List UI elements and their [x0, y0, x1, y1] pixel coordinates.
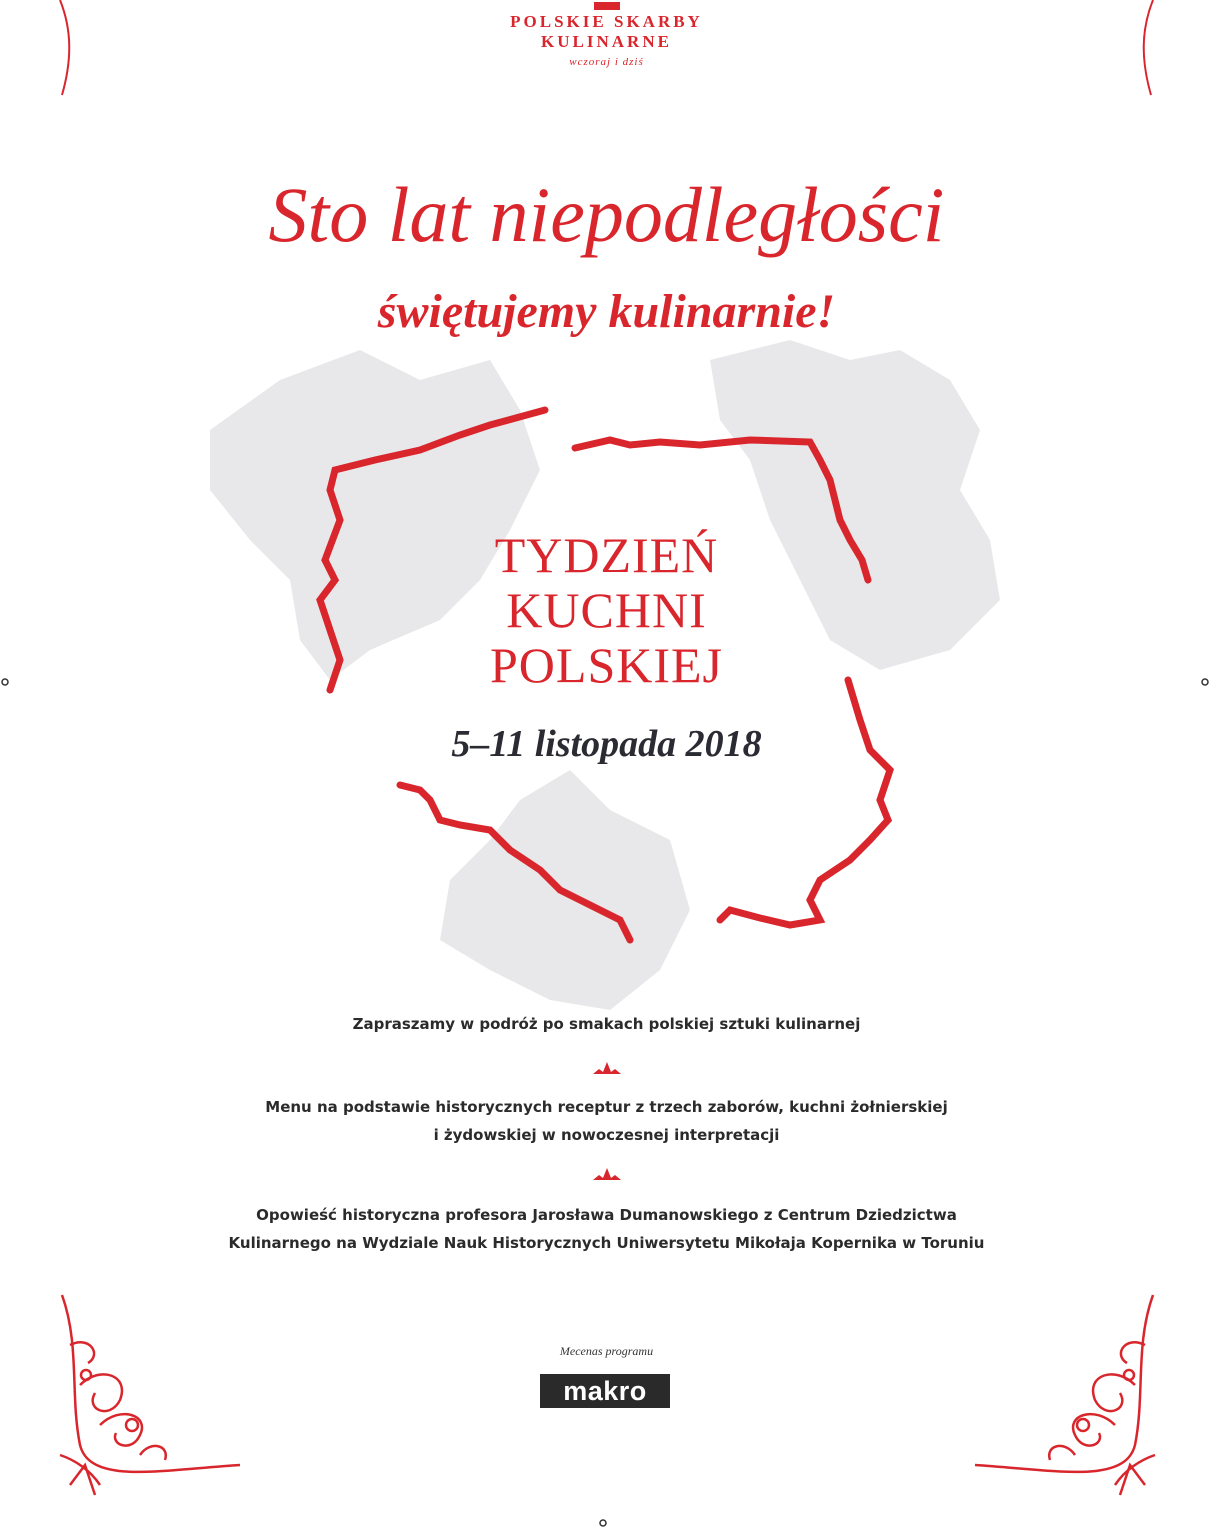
sponsor-label: Mecenas programu [559, 1344, 654, 1358]
registration-mark-icon [598, 1518, 608, 1528]
brand-line2: KULINARNE [541, 32, 672, 51]
registration-mark-icon [1200, 677, 1210, 687]
info-paragraph-1 [0, 1010, 1213, 1038]
headline-title: Sto lat niepodległości [268, 171, 945, 258]
info-p3-line1: Opowieść historyczna profesora Jarosława Dumanowskiego z Centrum Dziedzictwa [256, 1206, 957, 1224]
makro-logo: makro [540, 1374, 670, 1408]
event-dates: 5–11 listopada 2018 [451, 723, 762, 765]
info-p2-line2: i żydowskiej w nowoczesnej interpretacji [433, 1126, 780, 1144]
info-p2-line1: Menu na podstawie historycznych receptur z trzech zaborów, kuchni żołnierskiej [265, 1098, 948, 1116]
event-title [0, 528, 1213, 693]
brand-tagline: wczoraj i dziś [569, 56, 644, 68]
event-title-line1: TYDZIEŃ [494, 527, 719, 583]
book-logo-icon [592, 2, 622, 12]
info-p1: Zapraszamy w podróż po smakach polskiej sztuki kulinarnej [352, 1015, 861, 1033]
event-title-line2: KUCHNI [506, 582, 707, 638]
info-paragraph-2 [0, 1093, 1213, 1149]
brand-logo [0, 14, 1213, 68]
floral-ornament-icon [591, 1060, 623, 1076]
bottom-right-flourish-icon [915, 1285, 1175, 1525]
info-p3-line2: Kulinarnego na Wydziale Nauk Historycznych Uniwersytetu Mikołaja Kopernika w Toruniu [228, 1234, 985, 1252]
event-title-line3: POLSKIEJ [489, 637, 724, 693]
brand-line1: POLSKIE SKARBY [510, 12, 703, 31]
bottom-left-flourish-icon [40, 1285, 300, 1525]
headline-subtitle: świętujemy kulinarnie! [377, 285, 836, 338]
floral-ornament-icon [591, 1166, 623, 1182]
registration-mark-icon [0, 677, 10, 687]
info-paragraph-3 [0, 1201, 1213, 1257]
